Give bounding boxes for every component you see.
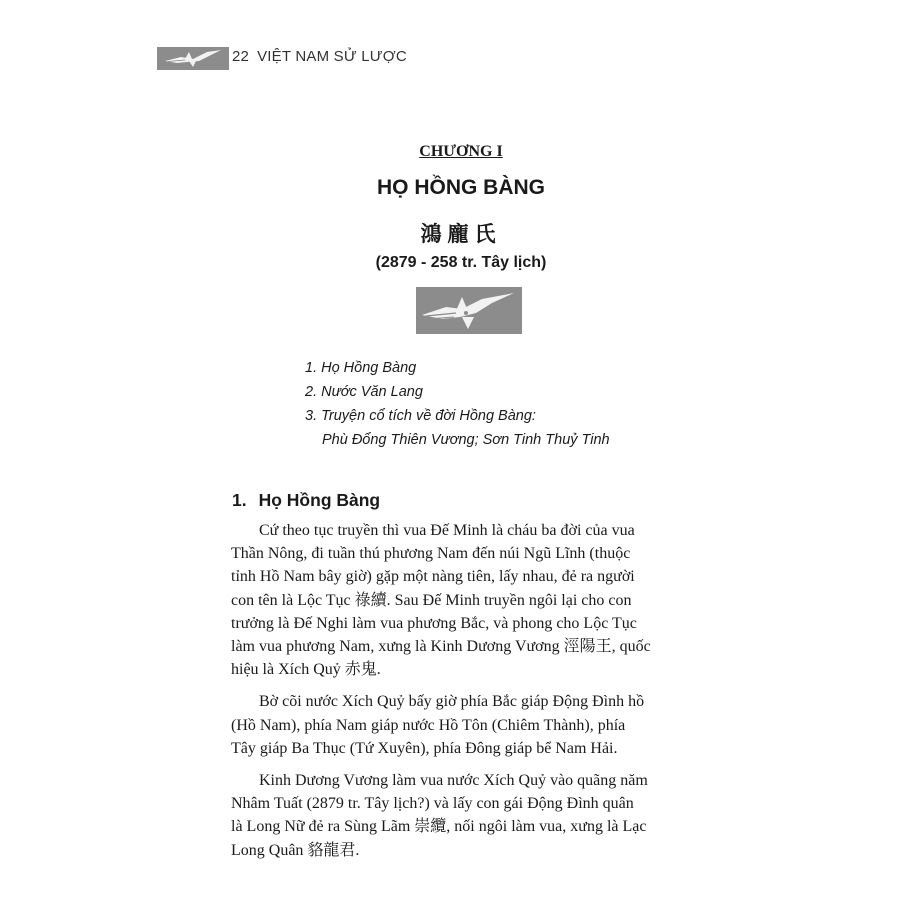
section-title: Họ Hồng Bàng: [258, 490, 381, 510]
text-line: (Hồ Nam), phía Nam giáp nước Hồ Tôn (Chiêm Thành), phía: [231, 716, 626, 734]
contents-item: 3. Truyện cổ tích về đời Hồng Bàng:: [305, 408, 536, 424]
text-line: làm vua phương Nam, xưng là Kinh Dương Vương 涇陽王, quốc: [231, 638, 651, 656]
section-heading: [232, 490, 380, 511]
text-line: Cứ theo tục truyền thì vua Đế Minh là cháu ba đời của vua: [259, 522, 635, 539]
text-line: Nhâm Tuất (2879 tr. Tây lịch?) và lấy con gái Động Đình quân: [231, 795, 634, 813]
bird-ornament-icon: [163, 49, 223, 68]
text-line: Long Quân 貉龍君.: [231, 841, 360, 859]
text-line: Tây giáp Ba Thục (Tứ Xuyên), phía Đông giáp bể Nam Hải.: [231, 739, 618, 757]
running-header: [232, 48, 407, 65]
header-ornament: [157, 47, 229, 70]
text-line: Thần Nông, đi tuần thú phương Nam đến núi Ngũ Lĩnh (thuộc: [231, 545, 631, 563]
contents-item: Phù Đổng Thiên Vương; Sơn Tinh Thuỷ Tinh: [322, 432, 610, 448]
text-line: Bờ cõi nước Xích Quỷ bấy giờ phía Bắc giáp Động Đình hồ: [259, 693, 645, 711]
body-text: [231, 519, 694, 871]
paragraph: [231, 519, 694, 681]
chapter-emblem: [416, 287, 522, 334]
text-line: con tên là Lộc Tục 祿續. Sau Đế Minh truyền ngôi lại cho con: [231, 591, 632, 609]
book-title: VIỆT NAM SỬ LƯỢC: [257, 48, 407, 65]
text-line: trưởng là Đế Nghi làm vua phương Bắc, và phong cho Lộc Tục: [231, 614, 637, 632]
chapter-title: HỌ HỒNG BÀNG: [377, 176, 545, 199]
section-number: 1.: [232, 490, 247, 510]
paragraph: [231, 769, 694, 862]
text-line: là Long Nữ đẻ ra Sùng Lãm 崇纜, nối ngôi làm vua, xưng là Lạc: [231, 818, 647, 836]
contents-item: 2. Nước Văn Lang: [305, 384, 423, 400]
chapter-contents-list: [305, 357, 610, 453]
text-line: hiệu là Xích Quỷ 赤鬼.: [231, 661, 381, 679]
chapter-dates: (2879 - 258 tr. Tây lịch): [375, 254, 547, 271]
bird-emblem-icon: [416, 287, 522, 334]
paragraph: [231, 690, 694, 760]
text-line: tỉnh Hồ Nam bây giờ) gặp một nàng tiên, lấy nhau, đẻ ra người: [231, 568, 635, 586]
chapter-label: CHƯƠNG I: [419, 143, 503, 160]
chapter-han-title: 鴻龐氏: [420, 222, 502, 246]
page-number: 22: [232, 48, 250, 65]
contents-item: 1. Họ Hồng Bàng: [305, 360, 417, 376]
text-line: Kinh Dương Vương làm vua nước Xích Quỷ vào quãng năm: [259, 772, 648, 790]
